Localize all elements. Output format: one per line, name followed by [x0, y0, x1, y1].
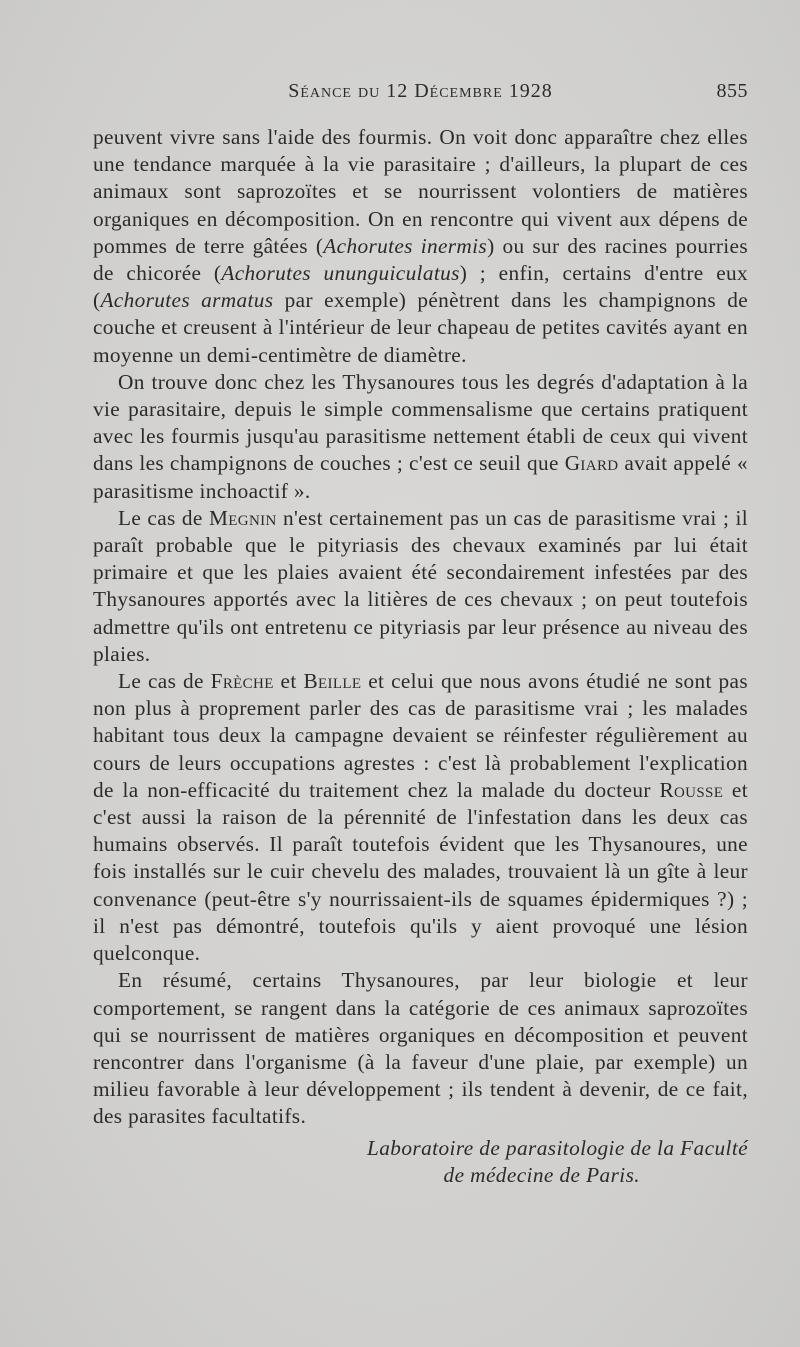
body-text [93, 124, 748, 1131]
text-run: et c'est aussi la raison de la pérennité de l'infestation dans les deux cas humains observés. Il paraît toutefois évident que les Thysanoures, une fois installés sur le cuir chevelu des malades, trouvaient là un gîte à leur convenance (peut-être s'y nourrissaient-ils de squames épidermiques ?) ; il n'est pas démontré, toutefois qu'ils y aient provoqué une lésion quelconque. [93, 777, 748, 966]
text-run: On trouve donc chez les Thysanoures tous les degrés d'adaptation à la vie parasitaire, depuis le simple commensalisme que certains pratiquent avec les fourmis jusqu'au parasitisme nettement établi de ceux qui vivent dans les champignons de couches ; c'est ce seuil que [93, 369, 748, 476]
text-run: avait appelé « parasitisme inchoactif ». [93, 451, 748, 503]
text-run: Le cas de [118, 669, 211, 694]
text-run: n'est certainement pas un cas de parasitisme vrai ; il paraît probable que le pityriasis des chevaux examinés par lui était primaire et que les plaies avaient été secondairement infestées par des Thysanoures apportés avec la litières de ces chevaux ; on peut toutefois admettre qu'ils ont entretenu ce pityriasis par leur présence au niveau des plaies. [93, 505, 749, 666]
text-run: Le cas de [118, 505, 209, 530]
paragraph-1 [93, 124, 748, 369]
text-run: par exemple) pénètrent dans les champignons de couche et creusent à l'intérieur de leur chapeau de petites cavités ayant en moyenne un demi-centimètre de diamètre. [93, 288, 748, 367]
author-name: Rousse [659, 777, 724, 802]
affiliation [93, 1135, 748, 1189]
species-name: Achorutes ununguiculatus [221, 261, 460, 286]
affiliation-line-1: Laboratoire de parasitologie de la Faculté [367, 1136, 748, 1160]
author-name: Beille [303, 669, 362, 694]
species-name: Achorutes armatus [100, 288, 274, 313]
species-name: Achorutes inermis [323, 233, 488, 258]
running-header [93, 80, 748, 110]
author-name: Frèche [210, 669, 274, 694]
text-run: et [273, 669, 304, 694]
text-run: et celui que nous avons étudié ne sont pas non plus à proprement parler des cas de parasitisme vrai ; les malades habitant tous deux la campagne devaient se réinfester régulièrement au cours de leurs occupations agrestes : c'est là probablement l'explication de la non-efficacité du traitement chez la malade du docteur [93, 669, 748, 802]
paragraph-3 [93, 505, 748, 668]
author-name: Giard [564, 451, 619, 476]
text-run: ) ; enfin, certains d'entre eux ( [93, 261, 748, 313]
page-number: 855 [716, 80, 748, 102]
text-run: peuvent vivre sans l'aide des fourmis. On voit donc apparaître chez elles une tendance marquée à la vie parasitaire ; d'ailleurs, la plupart de ces animaux sont saprozoïtes et se nourrissent volontiers de matières organiques en décomposition. On en rencontre qui vivent aux dépens de pommes de terre gâtées ( [93, 125, 748, 258]
text-run: ) ou sur des racines pourries de chicorée ( [93, 233, 749, 286]
running-title: Séance du 12 Décembre 1928 [288, 80, 553, 102]
text-run: En résumé, certains Thysanoures, par leur biologie et leur comportement, se rangent dans la catégorie de ces animaux saprozoïtes qui se nourrissent de matières organiques en décomposition et peuvent rencontrer dans l'organisme (à la faveur d'une plaie, par exemple) un milieu favorable à leur développement ; ils tendent à devenir, de ce fait, des parasites facultatifs. [93, 968, 748, 1129]
author-name: Megnin [209, 505, 277, 530]
paragraph-5 [93, 967, 748, 1130]
paragraph-4 [93, 668, 748, 967]
paragraph-2 [93, 369, 748, 505]
affiliation-line-2: de médecine de Paris. [443, 1163, 640, 1188]
